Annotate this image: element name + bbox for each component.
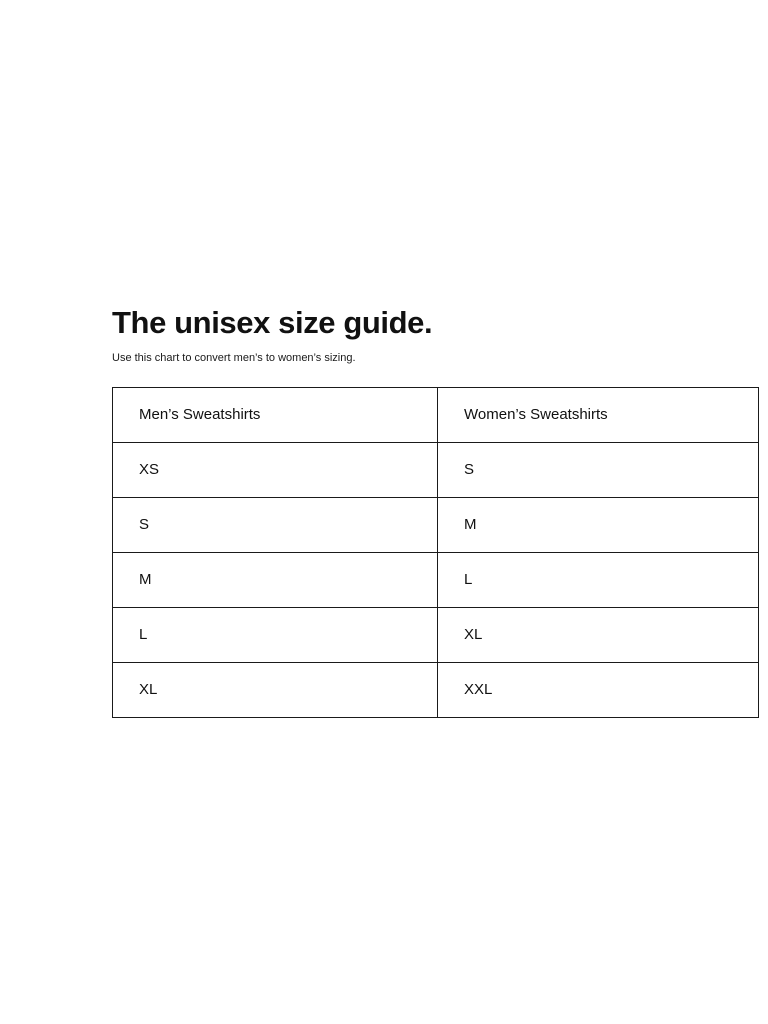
cell-womens-size: S — [438, 442, 759, 497]
cell-mens-size: S — [113, 497, 438, 552]
cell-mens-size: XL — [113, 662, 438, 717]
table-row — [113, 497, 759, 552]
table-row — [113, 442, 759, 497]
cell-womens-size: L — [438, 552, 759, 607]
cell-mens-size: L — [113, 607, 438, 662]
column-header-mens: Men’s Sweatshirts — [113, 387, 438, 442]
table-header-row — [113, 387, 759, 442]
table-row — [113, 662, 759, 717]
table-row — [113, 607, 759, 662]
cell-womens-size: XL — [438, 607, 759, 662]
cell-womens-size: XXL — [438, 662, 759, 717]
page-title: The unisex size guide. — [112, 305, 433, 340]
cell-mens-size: XS — [113, 442, 438, 497]
cell-mens-size: M — [113, 552, 438, 607]
size-conversion-table — [112, 387, 759, 718]
cell-womens-size: M — [438, 497, 759, 552]
table-row — [113, 552, 759, 607]
column-header-womens: Women’s Sweatshirts — [438, 387, 759, 442]
page-subtitle: Use this chart to convert men’s to women’s sizing. — [112, 351, 356, 364]
size-guide-document — [112, 305, 656, 718]
